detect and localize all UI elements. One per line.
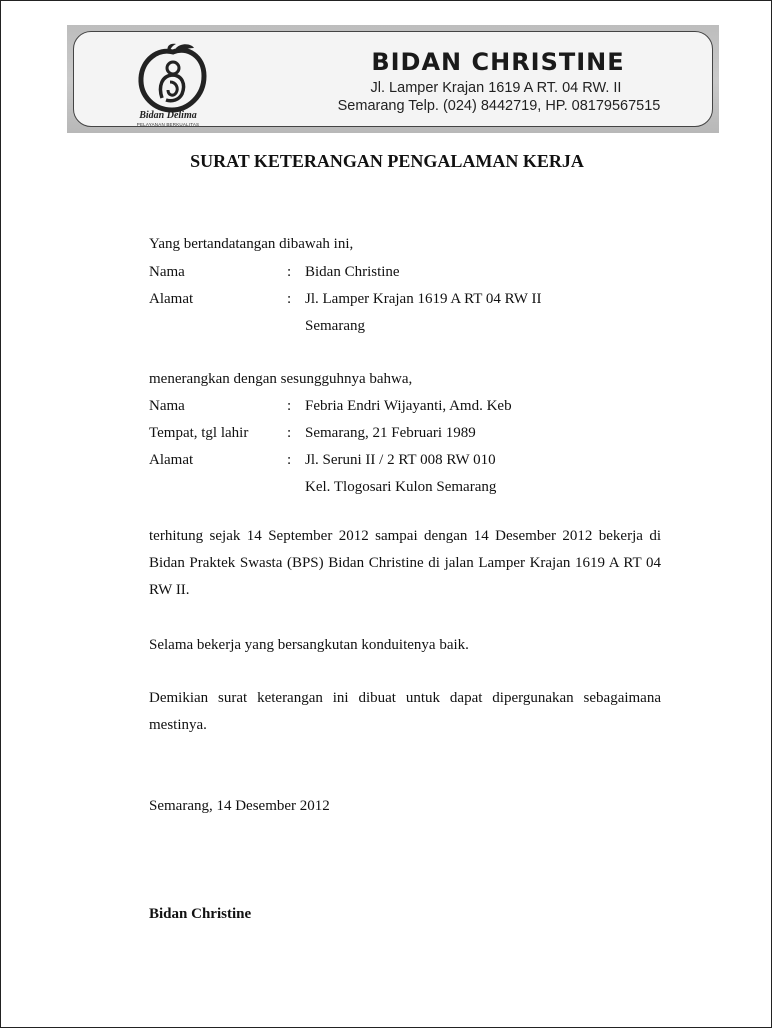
colon: : — [287, 264, 292, 280]
signer-name-label: Nama — [149, 264, 185, 280]
logo-text: Bidan Delima — [139, 110, 197, 121]
letterhead-name: BIDAN CHRISTINE — [371, 48, 625, 76]
employee-birth-label: Tempat, tgl lahir — [149, 425, 249, 441]
logo-graphic — [132, 42, 214, 114]
signer-address-line2: Semarang — [305, 318, 365, 334]
colon: : — [287, 452, 292, 468]
closing-paragraph: Demikian surat keterangan ini dibuat untuk dapat dipergunakan sebagaimana mestinya. — [149, 690, 661, 733]
employee-address-line2: Kel. Tlogosari Kulon Semarang — [305, 479, 497, 495]
letterhead-contact: Semarang Telp. (024) 8442719, HP. 08179567515 — [337, 98, 661, 114]
colon: : — [287, 425, 292, 441]
employee-birth-value: Semarang, 21 Februari 1989 — [305, 425, 476, 441]
letterhead-address: Jl. Lamper Krajan 1619 A RT. 04 RW. II — [370, 80, 622, 96]
logo-subtext: PELAYANAN BERKUALITAS — [136, 122, 200, 127]
document-title: SURAT KETERANGAN PENGALAMAN KERJA — [190, 151, 584, 171]
employee-address-label: Alamat — [149, 452, 194, 468]
place-date: Semarang, 14 Desember 2012 — [149, 798, 330, 814]
letterhead-frame — [73, 31, 713, 127]
signer-address-label: Alamat — [149, 291, 194, 307]
employee-address-line1: Jl. Seruni II / 2 RT 008 RW 010 — [305, 452, 496, 468]
employee-name-value: Febria Endri Wijayanti, Amd. Keb — [305, 398, 512, 414]
signer-name-value: Bidan Christine — [305, 264, 400, 280]
signer-address-line1: Jl. Lamper Krajan 1619 A RT 04 RW II — [305, 291, 542, 307]
signer-intro: Yang bertandatangan dibawah ini, — [149, 236, 354, 252]
colon: : — [287, 398, 292, 414]
body-paragraph: terhitung sejak 14 September 2012 sampai dengan 14 Desember 2012 bekerja di Bidan Praktek Swasta (BPS) Bidan Christine di jalan Lamper Krajan 1619 A RT 04 RW II. — [149, 528, 661, 598]
signature-name: Bidan Christine — [149, 906, 252, 922]
employee-name-label: Nama — [149, 398, 185, 414]
conduct-paragraph: Selama bekerja yang bersangkutan konduitenya baik. — [149, 637, 469, 653]
employee-intro: menerangkan dengan sesungguhnya bahwa, — [149, 371, 413, 387]
colon: : — [287, 291, 292, 307]
letterhead — [67, 25, 719, 133]
